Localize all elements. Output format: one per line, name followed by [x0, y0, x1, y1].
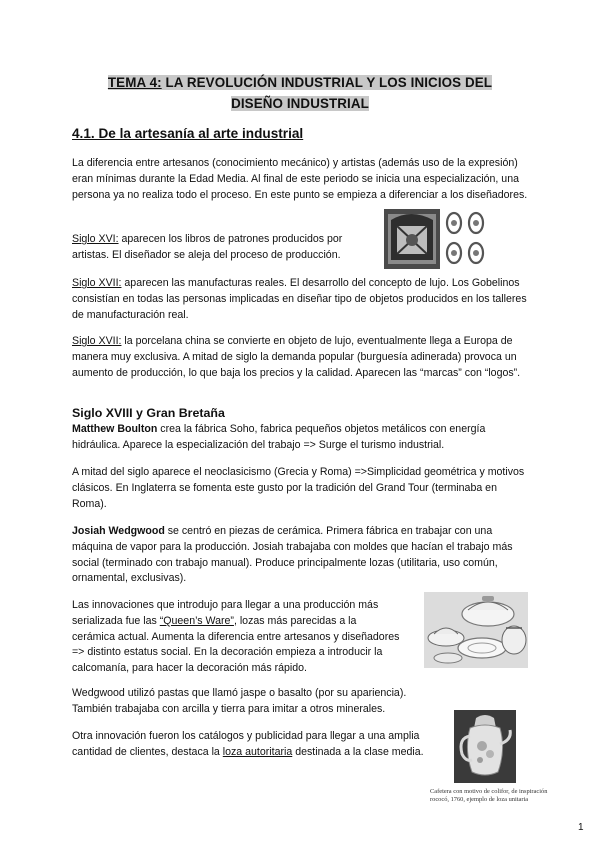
paragraph-boulton	[72, 422, 534, 454]
paragraph-siglo-xvi	[72, 232, 372, 264]
page-title	[72, 72, 528, 114]
loza-autoritaria-text: loza autoritaria	[222, 745, 293, 758]
paragraph-wedgwood	[72, 524, 534, 587]
boulton-name: Matthew Boulton	[72, 423, 158, 435]
innovaciones-line2b: , lozas más parecidas a la	[233, 614, 357, 627]
paragraph-siglo-xvii-porcelana	[72, 334, 534, 381]
siglo-xvi-label: Siglo XVI:	[72, 233, 119, 245]
paragraph-catalogos	[72, 729, 452, 761]
paragraph-siglo-xvii-manufacturas	[72, 276, 534, 323]
siglo-xvi-line1: aparecen los libros de patrones producidos por	[118, 233, 343, 245]
pattern-book-image	[383, 208, 490, 271]
queens-ware-text: “Queen’s Ware”	[159, 614, 234, 627]
jaspe-line2: También trabajaba con arcilla y tierra para imitar a otros minerales.	[72, 702, 386, 715]
wedgwood-text: se centró en piezas de cerámica. Primera fábrica en trabajar con una máquina de vapor para la producción. Josiah trabajaba con moldes que hacían el trabajo más social (terminado con trabajo manual). Produce principalmente lozas (utilitaria, uso común, ornamental, exclusivas).	[72, 525, 513, 585]
subheading-siglo-xviii: Siglo XVIII y Gran Bretaña	[72, 406, 225, 420]
siglo-xvii-text: aparecen las manufacturas reales. El desarrollo del concepto de lujo. Los Gobelinos consistían en todas las personas implicadas en diseñar tipo de objetos producidos en los talleres de manufacturación real.	[72, 277, 527, 321]
paragraph-innovaciones	[72, 598, 422, 677]
boulton-text: crea la fábrica Soho, fabrica pequeños objetos metálicos con energía hidráulica. Aparece la especialización del trabajo => Surge el turismo industrial.	[72, 423, 486, 451]
siglo-xvii-porcelana-text: la porcelana china se convierte en objeto de lujo, eventualmente llega a Europa de manera muy exclusiva. A mitad de siglo la demanda popular (burguesía adinerada) provoca un aumento de producción, lo que baja los precios y la calidad. Aparecen las “marcas” con “logos”.	[72, 335, 521, 379]
page-number: 1	[578, 822, 584, 833]
title-line1: LA REVOLUCIÓN INDUSTRIAL Y LOS INICIOS DEL	[161, 75, 493, 90]
paragraph-intro: La diferencia entre artesanos (conocimiento mecánico) y artistas (además uso de la expresión) eran mínimas durante la Edad Media. Al final de este periodo se inicia una especialización, una persona ya no realiza todo el proceso. En este punto se empieza a diferenciar a los diseñadores.	[72, 157, 528, 201]
title-line2: DISEÑO INDUSTRIAL	[231, 96, 369, 111]
siglo-xvii-label: Siglo XVII:	[72, 277, 122, 289]
title-prefix: TEMA 4:	[107, 75, 162, 90]
innovaciones-line4: => distinto estatus social. En la decoración empieza a introducir la	[72, 646, 383, 659]
jaspe-line1: Wedgwood utilizó pastas que llamó jaspe o basalto (por su apariencia).	[72, 687, 407, 699]
section-heading: 4.1. De la artesanía al arte industrial	[72, 126, 304, 141]
siglo-xvii-porcelana-label: Siglo XVII:	[72, 335, 122, 347]
innovaciones-line1: Las innovaciones que introdujo para llegar a una producción más	[72, 599, 379, 611]
catalogos-line2a: cantidad de clientes, destaca la	[72, 745, 223, 758]
innovaciones-line5: calcomanía, para hacer la decoración más rápido.	[72, 662, 307, 675]
catalogos-line1: Otra innovación fueron los catálogos y publicidad para llegar a una amplia	[72, 730, 420, 742]
paragraph-neoclasicismo: A mitad del siglo aparece el neoclasicismo (Grecia y Roma) =>Simplicidad geométrica y motivos clásicos. En Inglaterra se fomenta este gusto por la tradición del Grand Tour (terminaba en Roma).	[72, 466, 525, 510]
siglo-xvi-line2: artistas. El diseñador se aleja del proceso de producción.	[72, 248, 341, 261]
teapot-caption: Cafetera con motivo de colifor, de inspiración rococó, 1760, ejemplo de loza unitaria	[430, 788, 548, 803]
wedgwood-name: Josiah Wedgwood	[72, 525, 165, 537]
innovaciones-line3: cerámica actual. Aumenta la diferencia entre artesanos y diseñadores	[72, 630, 400, 643]
porcelain-set-image	[424, 592, 528, 668]
catalogos-line2b: destinada a la clase media.	[292, 745, 424, 758]
innovaciones-line2a: serializada fue las	[72, 614, 160, 627]
teapot-image	[454, 710, 516, 783]
